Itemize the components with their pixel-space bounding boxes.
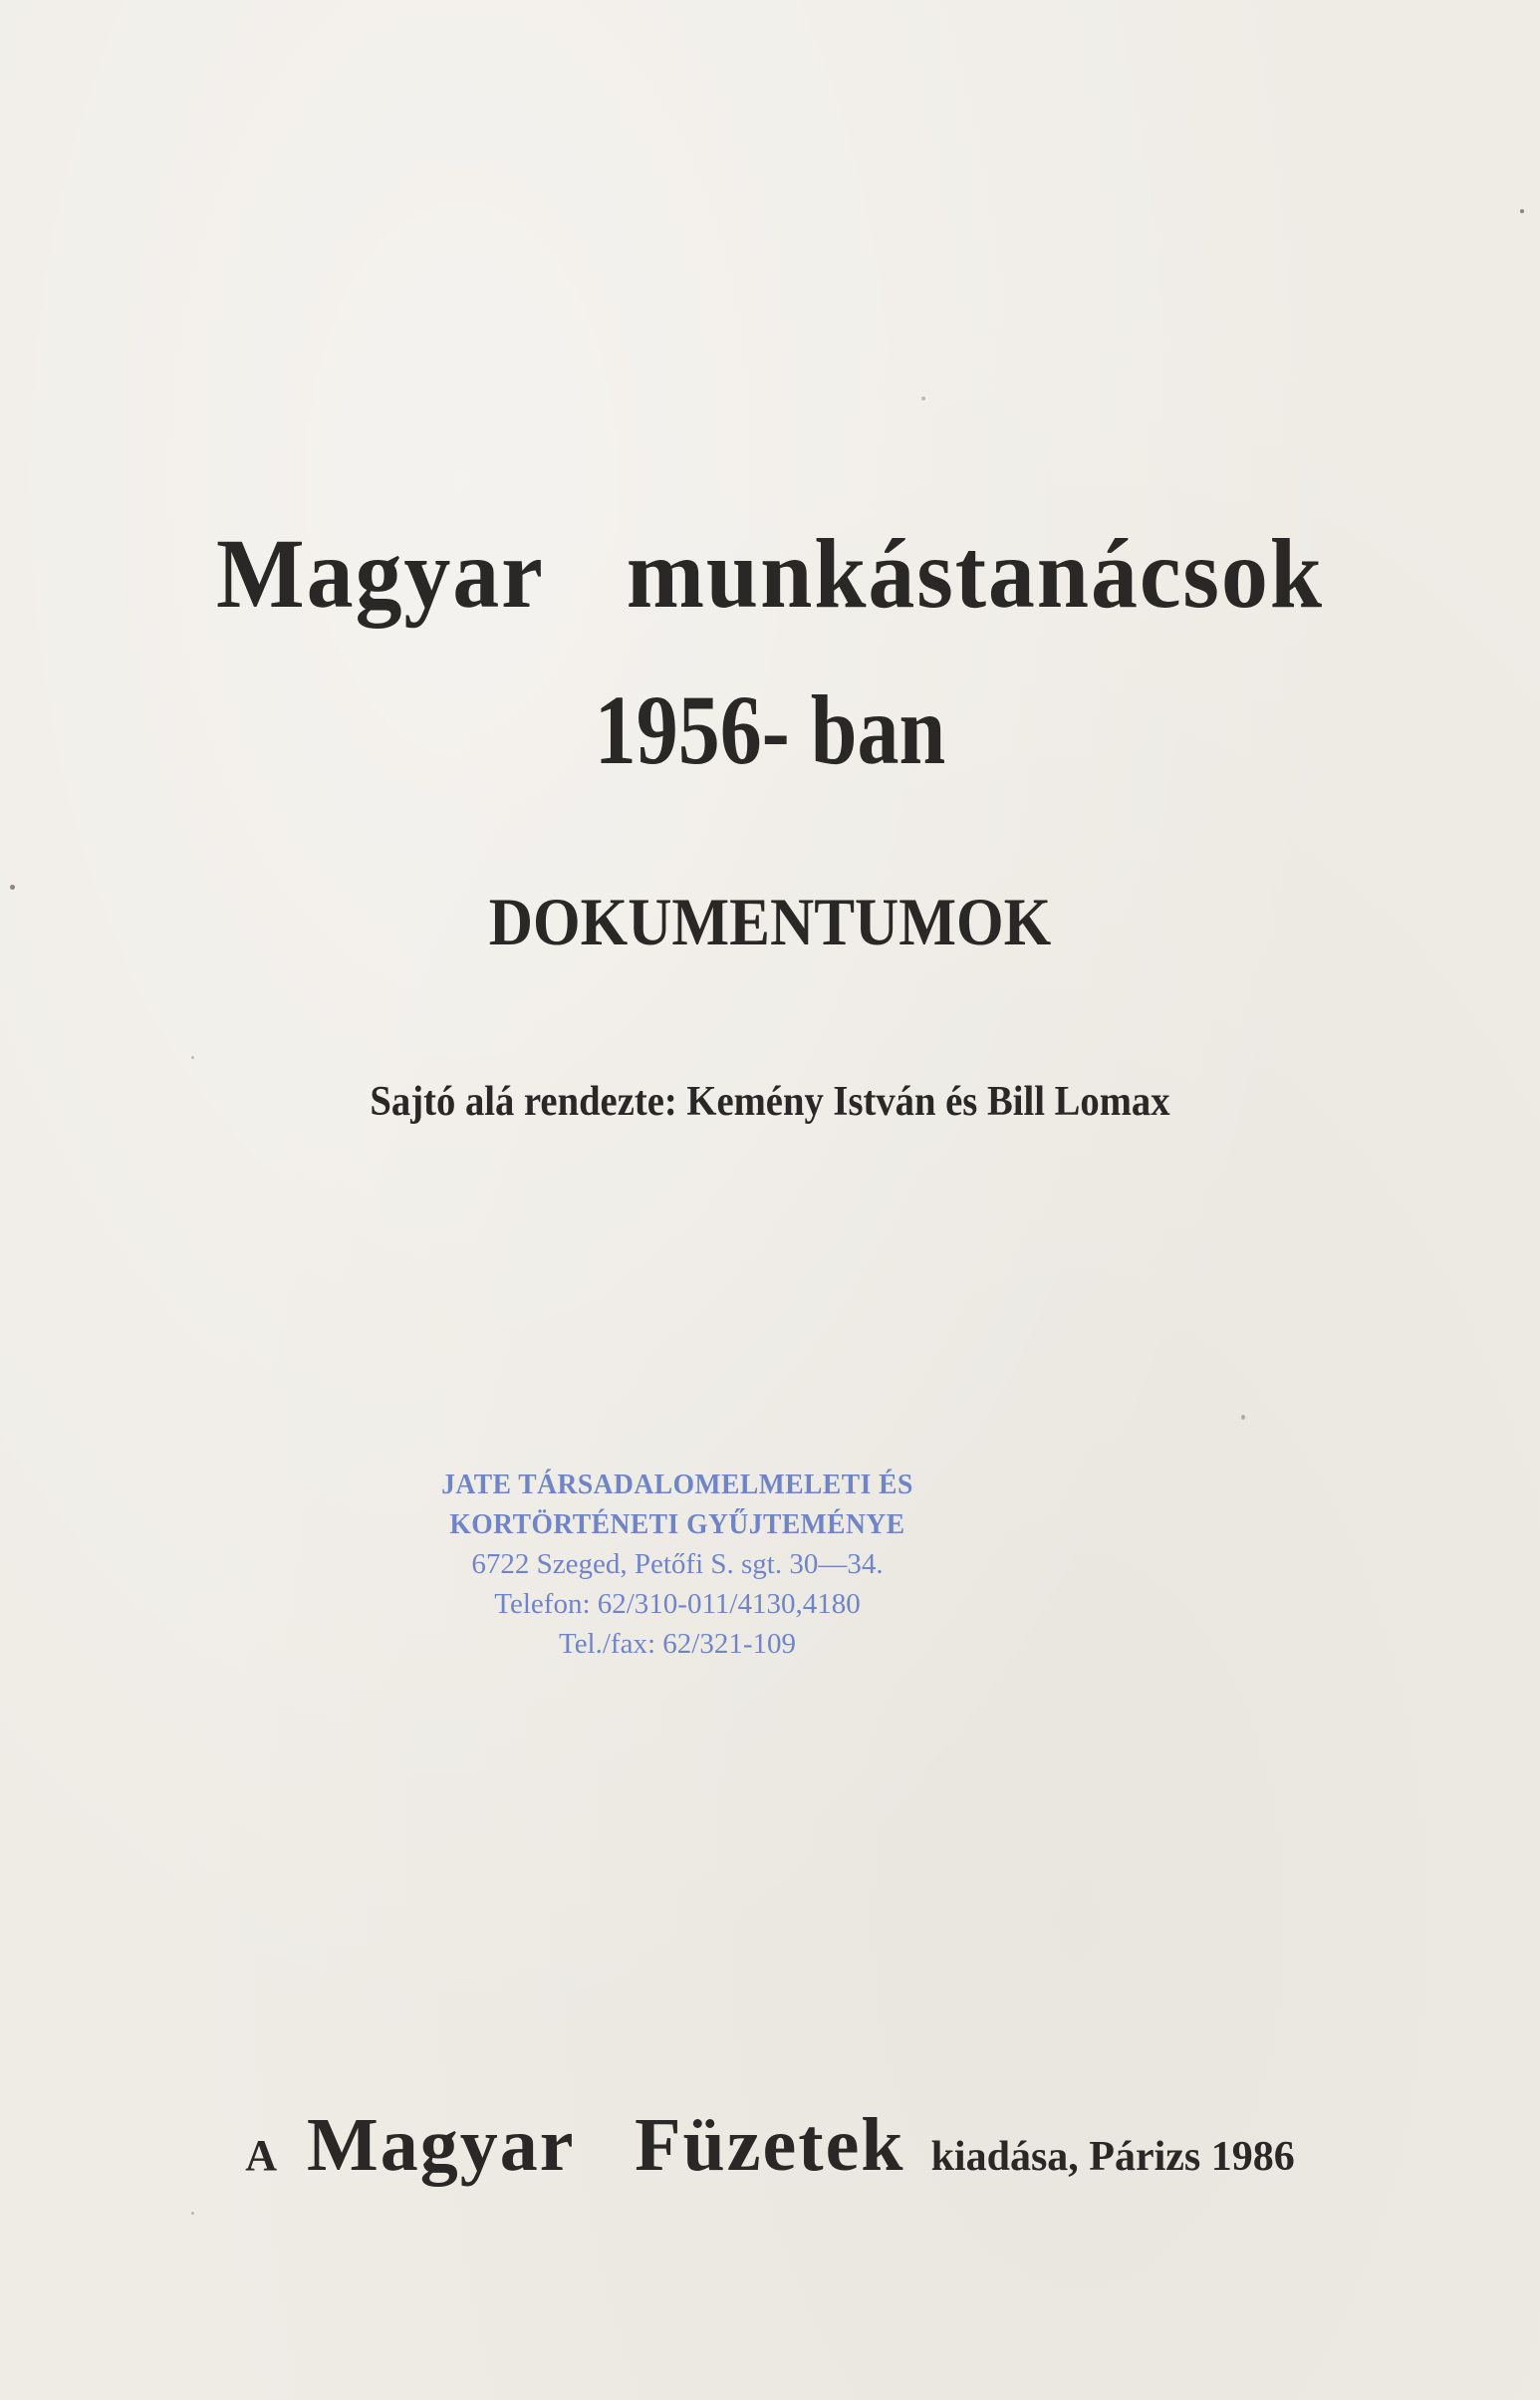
editors-line: Sajtó alá rendezte: Kemény István és Bill Lomax: [370, 1079, 1170, 1125]
paper-speck: [10, 885, 15, 890]
stamp-line-1: JATE TÁRSADALOMELMELETI ÉS: [441, 1468, 913, 1500]
paper-speck: [1241, 1415, 1245, 1420]
publisher-line: [0, 2102, 1540, 2189]
publisher-prefix: A: [245, 2131, 278, 2180]
publisher-name: Magyar Füzetek: [307, 2103, 905, 2187]
paper-speck: [191, 2212, 194, 2215]
book-title-line-2: 1956- ban: [594, 674, 946, 785]
stamp-line-2: KORTÖRTÉNETI GYŰJTEMÉNYE: [449, 1508, 905, 1540]
paper-speck: [921, 397, 925, 400]
stamp-fax: Tel./fax: 62/321-109: [559, 1628, 796, 1660]
stamp-address: 6722 Szeged, Petőfi S. sgt. 30—34.: [471, 1548, 884, 1580]
stamp-phone: Telefon: 62/310-011/4130,4180: [494, 1588, 861, 1620]
paper-speck: [1520, 209, 1524, 213]
library-stamp: [398, 1465, 956, 1664]
book-title-line-1: Magyar munkástanácsok: [216, 518, 1324, 629]
publisher-imprint: kiadása, Párizs 1986: [930, 2134, 1295, 2180]
paper-speck: [191, 1056, 194, 1059]
book-subtitle: DOKUMENTUMOK: [488, 884, 1052, 959]
